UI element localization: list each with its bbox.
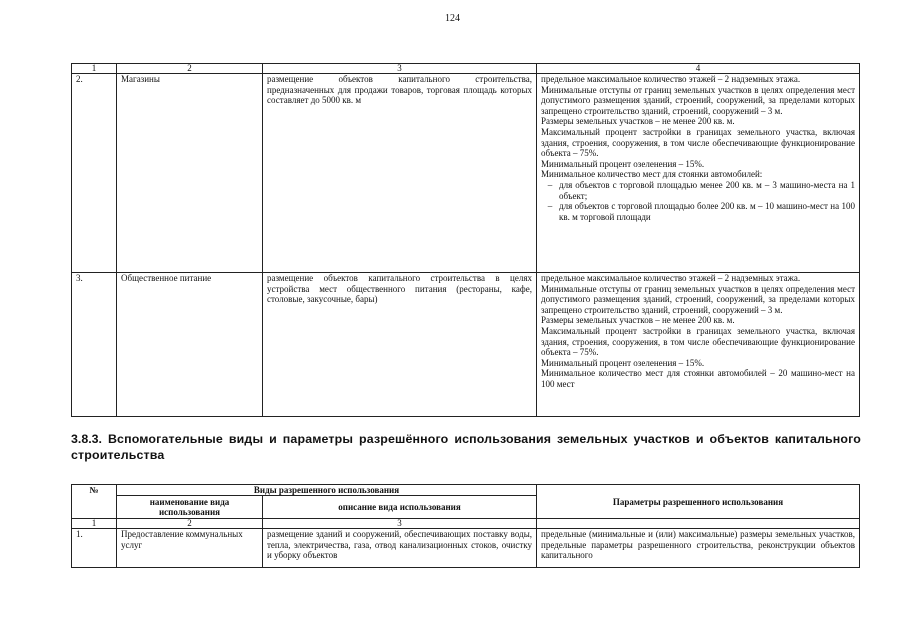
- column-number: 3: [263, 519, 537, 529]
- column-number-row: [72, 519, 860, 529]
- use-parameters: [537, 74, 860, 273]
- row-number: 1.: [72, 529, 117, 568]
- parameters-header: Параметры разрешенного использования: [537, 485, 860, 519]
- auxiliary-use-table: [71, 484, 860, 568]
- table-row: [72, 74, 860, 273]
- use-types-header: Виды разрешенного использования: [117, 485, 537, 496]
- number-header: №: [72, 485, 117, 519]
- description-header: описание вида использования: [263, 496, 537, 519]
- use-type-description: размещение объектов капитального строительства в целях устройства мест общественного питания (рестораны, кафе, столовые, закусочные, бары): [263, 273, 537, 417]
- parameter-line: Максимальный процент застройки в границах земельного участка, включая здания, строения, сооружения, в том числе обеспечивающие функционирование объекта – 75%.: [541, 126, 855, 159]
- column-number: 3: [263, 64, 537, 74]
- parameter-line: предельное максимальное количество этажей – 2 надземных этажа.: [541, 74, 801, 84]
- list-item-text: для объектов с торговой площадью более 200 кв. м – 10 машино-мест на 100 кв. м торговой площади: [559, 201, 855, 222]
- list-item: [541, 201, 855, 222]
- section-title: Вспомогательные виды и параметры разрешённого использования земельных участков и объектов капитального строительства: [71, 432, 861, 462]
- parameter-line: Минимальное количество мест для стоянки автомобилей – 20 машино-мест на 100 мест: [541, 368, 855, 389]
- use-type-description: размещение объектов капитального строительства, предназначенных для продажи товаров, торговая площадь которых составляет до 5000 кв. м: [263, 74, 537, 273]
- parameter-line: Минимальный процент озеленения – 15%.: [541, 158, 705, 169]
- column-number: 2: [117, 519, 263, 529]
- table-header-row: [72, 485, 860, 496]
- column-number: 4: [537, 64, 860, 74]
- use-type-name: Предоставление коммунальных услуг: [117, 529, 263, 568]
- page-number: 124: [445, 13, 460, 24]
- parameter-line: Минимальный процент озеленения – 15%.: [541, 357, 705, 368]
- parameter-line: Минимальные отступы от границ земельных участков в целях определения мест допустимого размещения зданий, строений, сооружений, за пределами которых запрещено строительство зданий, строений, сооружений – 3 м.: [541, 84, 855, 116]
- section-heading: [71, 431, 861, 463]
- row-number: 2.: [72, 74, 117, 273]
- section-number: 3.8.3.: [71, 432, 103, 446]
- permitted-use-table: [71, 63, 860, 417]
- use-parameters: [537, 273, 860, 417]
- row-number: 3.: [72, 273, 117, 417]
- parameter-line: Размеры земельных участков – не менее 200 кв. м.: [541, 116, 735, 127]
- dash-marker: –: [547, 179, 553, 190]
- parameter-line: Максимальный процент застройки в границах земельного участка, включая здания, строения, сооружения, в том числе обеспечивающие функционирование объекта – 75%.: [541, 325, 855, 358]
- parameter-line: предельное максимальное количество этажей – 2 надземных этажа.: [541, 273, 801, 283]
- name-header: наименование вида использования: [117, 496, 263, 519]
- use-type-name: Общественное питание: [117, 273, 263, 417]
- parameter-line: Минимальное количество мест для стоянки автомобилей:: [541, 169, 763, 180]
- use-parameters: предельные (минимальные и (или) максимальные) размеры земельных участков, предельные параметры разрешенного строительства, реконструкции объектов капитального: [537, 529, 860, 568]
- parameter-line: Минимальные отступы от границ земельных участков в целях определения мест допустимого размещения зданий, строений, сооружений, за пределами которых запрещено строительство зданий, строений, сооружений – 3 м.: [541, 283, 855, 315]
- table-row: [72, 273, 860, 417]
- use-type-description: размещение зданий и сооружений, обеспечивающих поставку воды, тепла, электричества, газа, отвод канализационных стоков, очистку и уборку объектов: [263, 529, 537, 568]
- column-number: 1: [72, 64, 117, 74]
- list-item: [541, 180, 855, 201]
- column-number-empty: [537, 519, 860, 529]
- column-number: 2: [117, 64, 263, 74]
- dash-marker: –: [547, 201, 553, 212]
- column-number-row: [72, 64, 860, 74]
- use-type-name: Магазины: [117, 74, 263, 273]
- column-number: 1: [72, 519, 117, 529]
- table-row: [72, 529, 860, 568]
- list-item-text: для объектов с торговой площадью менее 200 кв. м – 3 машино-места на 1 объект;: [559, 179, 855, 201]
- parameter-line: Размеры земельных участков – не менее 200 кв. м.: [541, 315, 735, 326]
